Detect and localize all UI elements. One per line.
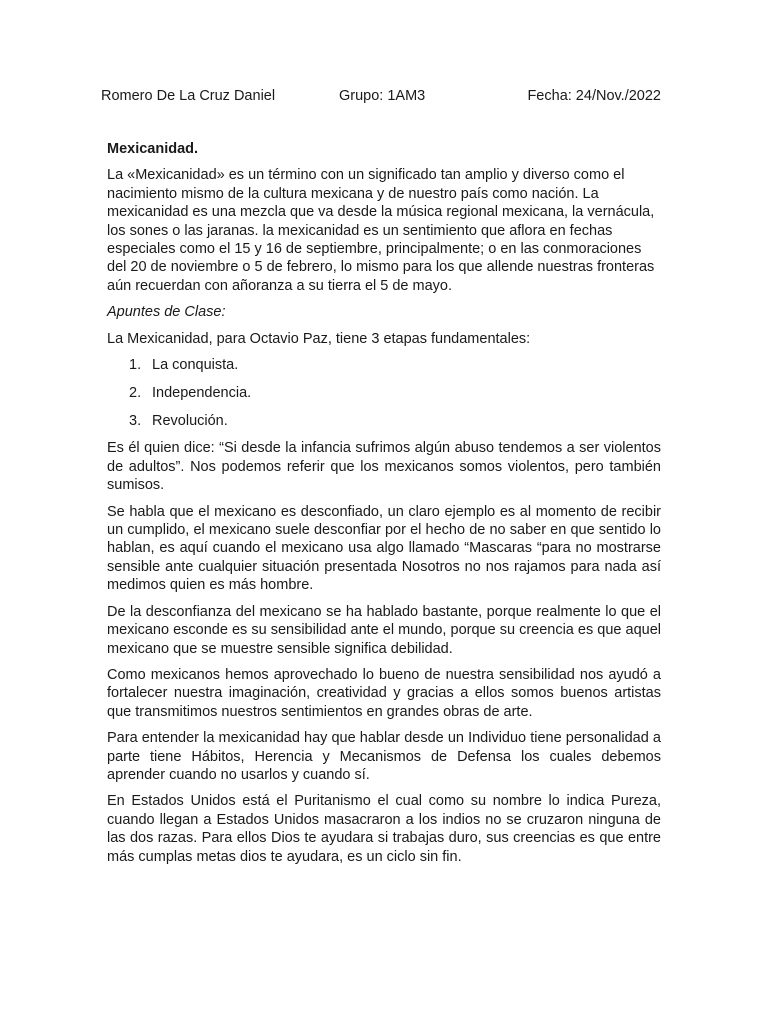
intro-paragraph: La «Mexicanidad» es un término con un significado tan amplio y diverso como el nacimiento mismo de la cultura mexicana y de nuestro país como nación. La mexicanidad es una mezcla que va desde la música regional mexicana, la vernácula, los sones o las jaranas. la mexicanidad es un sentimiento que aflora en fechas especiales como el 15 y 16 de septiembre, principalmente; o en las conmoraciones del 20 de noviembre o 5 de febrero, lo mismo para los que allende nuestras fronteras aún recuerdan con añoranza a su tierra el 5 de mayo. — [107, 167, 655, 294]
list-item-text: Revolución. — [152, 412, 228, 429]
body-paragraph: Es él quien dice: “Si desde la infancia sufrimos algún abuso tendemos a ser violentos de adultos”. Nos podemos referir que los mexicanos somos violentos, pero también sumisos. — [107, 440, 661, 494]
body-paragraph: Se habla que el mexicano es desconfiado, un claro ejemplo es al momento de recibir un cumplido, el mexicano suele desconfiar por el hecho de no saber en que sentido lo hablan, es aquí cuando el mexicano usa algo llamado “Mascaras “para no mostrarse sensible ante cualquier situación presentada Nosotros no nos rajamos para nada así medimos quien es más hombre. — [107, 503, 661, 594]
notes-heading: Apuntes de Clase: — [107, 304, 226, 321]
list-item-number: 2. — [129, 384, 142, 401]
body-paragraph: Para entender la mexicanidad hay que hablar desde un Individuo tiene personalidad a parte tiene Hábitos, Herencia y Mecanismos de Defensa los cuales debemos aprender cuando no usarlos y cuando sí. — [107, 730, 661, 783]
document-date: Fecha: 24/Nov./2022 — [527, 88, 661, 104]
list-item-number: 3. — [129, 412, 142, 429]
body-paragraph: En Estados Unidos está el Puritanismo el cual como su nombre lo indica Pureza, cuando llegan a Estados Unidos masacraron a los indios no se cruzaron ninguna de las dos razas. Para ellos Dios te ayudara si trabajas duro, sus creencias es que entre más cumplas metas dios te ayudara, es un ciclo sin fin. — [107, 793, 661, 865]
list-item — [107, 384, 661, 402]
list-item-text: Independencia. — [152, 384, 252, 401]
student-name: Romero De La Cruz Daniel — [101, 88, 276, 104]
stages-intro: La Mexicanidad, para Octavio Paz, tiene 3 etapas fundamentales: — [107, 330, 531, 347]
document-body — [107, 140, 661, 874]
list-item-text: La conquista. — [152, 357, 239, 374]
list-item — [107, 356, 661, 374]
student-group: Grupo: 1AM3 — [339, 88, 426, 104]
body-paragraph: Como mexicanos hemos aprovechado lo bueno de nuestra sensibilidad nos ayudó a fortalecer nuestra imaginación, creatividad y gracias a ellos somos buenos artistas que transmitimos nuestros sentimientos en grandes obras de arte. — [107, 666, 661, 720]
stages-list — [107, 356, 661, 430]
list-item-number: 1. — [129, 357, 142, 374]
page-header — [101, 86, 661, 106]
body-paragraph: De la desconfianza del mexicano se ha hablado bastante, porque realmente lo que el mexicano esconde es su sensibilidad ante el mundo, porque su creencia es que aquel mexicano que se muestre sensible significa debilidad. — [107, 603, 661, 657]
document-title: Mexicanidad. — [107, 141, 199, 157]
list-item — [107, 412, 661, 430]
